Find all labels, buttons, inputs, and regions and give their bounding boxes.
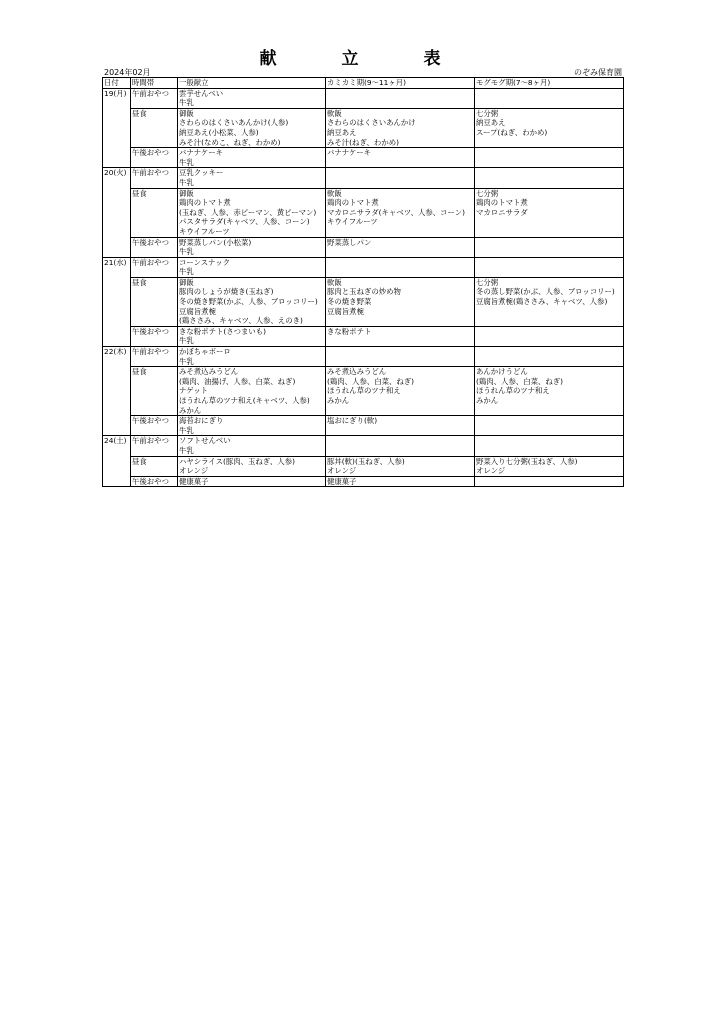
- general-menu-cell: [178, 237, 326, 257]
- menu-item: 七分粥: [476, 277, 499, 287]
- kamikami-menu-cell: [326, 188, 475, 237]
- general-menu-cell: [178, 257, 326, 277]
- menu-item: コーンスナック: [179, 257, 231, 267]
- kamikami-menu-cell: [326, 148, 475, 168]
- menu-item: 七分粥: [476, 188, 499, 198]
- kamikami-menu-cell: [326, 257, 475, 277]
- general-menu-cell: [178, 476, 326, 487]
- menu-item: 軟飯: [327, 188, 342, 198]
- mogumogu-menu-cell: [475, 168, 624, 188]
- mogumogu-menu-cell: [475, 476, 624, 487]
- kamikami-menu-cell: [326, 367, 475, 416]
- time-cell: 昼食: [131, 188, 178, 237]
- table-row: [103, 277, 624, 326]
- menu-item: (鶏肉、油揚げ、人参、白菜、ねぎ): [179, 376, 296, 386]
- menu-item: 豚肉のしょうが焼き(玉ねぎ): [179, 287, 274, 297]
- facility-name: のぞみ保育園: [574, 68, 622, 77]
- time-cell: 午前おやつ: [131, 257, 178, 277]
- menu-item: 豚丼(軟)(玉ねぎ、人参): [327, 456, 405, 466]
- menu-item: 牛乳: [179, 247, 194, 257]
- mogumogu-menu-cell: [475, 367, 624, 416]
- mogumogu-menu-cell: [475, 416, 624, 436]
- general-menu-cell: [178, 277, 326, 326]
- kamikami-menu-cell: [326, 436, 475, 456]
- general-menu-cell: [178, 188, 326, 237]
- menu-item: 御飯: [179, 108, 194, 118]
- menu-item: 冬の蒸し野菜(かぶ、人参、ブロッコリー): [476, 287, 615, 297]
- menu-item: ナゲット: [179, 386, 208, 396]
- time-cell: 午前おやつ: [131, 168, 178, 188]
- kamikami-menu-cell: [326, 326, 475, 346]
- menu-item: バナナケーキ: [327, 148, 372, 158]
- menu-item: 牛乳: [179, 356, 194, 366]
- table-row: [103, 168, 624, 188]
- menu-item: ほうれん草のツナ和え(キャベツ、人参): [179, 396, 310, 405]
- menu-item: 牛乳: [179, 445, 194, 455]
- general-menu-cell: [178, 108, 326, 147]
- kamikami-menu-cell: [326, 88, 475, 108]
- menu-item: ほうれん草のツナ和え: [476, 386, 550, 396]
- menu-item: ほうれん草のツナ和え: [327, 386, 401, 396]
- menu-item: みそ汁(なめこ、ねぎ、わかめ): [179, 137, 281, 147]
- general-menu-cell: [178, 88, 326, 108]
- menu-item: (玉ねぎ、人参、赤ピーマン、黄ピーマン): [179, 207, 317, 217]
- mogumogu-menu-cell: [475, 188, 624, 237]
- table-row: [103, 326, 624, 346]
- menu-item: 雲芋せんべい: [179, 88, 224, 98]
- menu-item: 鶏肉のトマト煮: [327, 198, 379, 208]
- menu-item: 野菜入り七分粥(玉ねぎ、人参): [476, 456, 578, 466]
- header-row: [103, 78, 624, 89]
- kamikami-menu-cell: [326, 347, 475, 367]
- menu-item: 牛乳: [179, 157, 194, 167]
- page-title: 献 立 表: [259, 49, 465, 69]
- date-cell: 19(月): [103, 88, 131, 168]
- menu-item: みそ汁(ねぎ、わかめ): [327, 137, 399, 147]
- menu-item: 豚肉と玉ねぎの炒め物: [327, 287, 401, 297]
- header-date: 日付: [103, 78, 131, 89]
- menu-item: あんかけうどん: [476, 367, 528, 377]
- time-cell: 昼食: [131, 367, 178, 416]
- time-cell: 午後おやつ: [131, 326, 178, 346]
- menu-item: 軟飯: [327, 108, 342, 118]
- header-general: 一般献立: [178, 78, 326, 89]
- menu-item: バナナケーキ: [179, 148, 224, 158]
- menu-item: オレンジ: [179, 466, 209, 476]
- header-mogumogu: モグモグ期(7～8ヶ月): [475, 78, 624, 89]
- time-cell: 午前おやつ: [131, 436, 178, 456]
- menu-item: さわらのはくさいあんかけ: [327, 118, 416, 128]
- table-row: [103, 416, 624, 436]
- menu-item: キウイフルーツ: [327, 217, 378, 227]
- menu-item: 納豆あえ: [327, 127, 357, 137]
- menu-item: 牛乳: [179, 177, 194, 187]
- kamikami-menu-cell: [326, 108, 475, 147]
- table-row: [103, 108, 624, 147]
- time-cell: 午後おやつ: [131, 416, 178, 436]
- kamikami-menu-cell: [326, 476, 475, 487]
- kamikami-menu-cell: [326, 416, 475, 436]
- menu-item: 御飯: [179, 188, 194, 198]
- time-cell: 午前おやつ: [131, 347, 178, 367]
- menu-item: みそ煮込みうどん: [179, 367, 239, 377]
- date-cell: 24(土): [103, 436, 131, 487]
- table-row: [103, 456, 624, 476]
- table-row: [103, 476, 624, 487]
- date-cell: 20(火): [103, 168, 131, 257]
- menu-item: マカロニサラダ(キャベツ、人参、コーン): [327, 207, 466, 217]
- general-menu-cell: [178, 326, 326, 346]
- menu-item: 豆腐旨煮椀: [327, 306, 364, 316]
- menu-item: 納豆あえ(小松菜、人参): [179, 127, 259, 137]
- mogumogu-menu-cell: [475, 456, 624, 476]
- menu-item: 健康菓子: [327, 476, 357, 486]
- menu-item: きな粉ポテト: [327, 326, 372, 336]
- menu-item: みかん: [179, 405, 202, 415]
- table-row: [103, 237, 624, 257]
- date-cell: 22(木): [103, 347, 131, 436]
- menu-item: パスタサラダ(キャベツ、人参、コーン): [179, 217, 310, 227]
- menu-item: 牛乳: [179, 98, 194, 108]
- mogumogu-menu-cell: [475, 347, 624, 367]
- menu-item: さわらのはくさいあんかけ(人参): [179, 118, 289, 128]
- time-cell: 午後おやつ: [131, 148, 178, 168]
- table-row: [103, 188, 624, 237]
- mogumogu-menu-cell: [475, 277, 624, 326]
- menu-item: ソフトせんべい: [179, 436, 231, 446]
- menu-item: 牛乳: [179, 336, 194, 346]
- kamikami-menu-cell: [326, 277, 475, 326]
- kamikami-menu-cell: [326, 456, 475, 476]
- menu-item: キウイフルーツ: [179, 226, 230, 236]
- menu-item: 鶏肉のトマト煮: [476, 198, 528, 208]
- mogumogu-menu-cell: [475, 148, 624, 168]
- time-cell: 午前おやつ: [131, 88, 178, 108]
- menu-item: オレンジ: [327, 466, 357, 476]
- menu-item: マカロニサラダ: [476, 207, 528, 217]
- menu-item: 豆腐旨煮椀: [179, 306, 216, 316]
- time-cell: 昼食: [131, 456, 178, 476]
- menu-item: 野菜蒸しパン(小松菜): [179, 237, 252, 247]
- time-cell: 午後おやつ: [131, 476, 178, 487]
- menu-item: 豆乳クッキー: [179, 168, 224, 178]
- time-cell: 昼食: [131, 108, 178, 147]
- time-cell: 昼食: [131, 277, 178, 326]
- mogumogu-menu-cell: [475, 326, 624, 346]
- menu-item: スープ(ねぎ、わかめ): [476, 127, 548, 137]
- menu-item: 海苔おにぎり: [179, 416, 224, 426]
- kamikami-menu-cell: [326, 237, 475, 257]
- menu-item: 塩おにぎり(軟): [327, 416, 378, 426]
- table-row: [103, 347, 624, 367]
- mogumogu-menu-cell: [475, 108, 624, 147]
- header-time: 時間帯: [131, 78, 178, 89]
- menu-item: 野菜蒸しパン: [327, 237, 372, 247]
- menu-item: (鶏肉、人参、白菜、ねぎ): [476, 376, 564, 386]
- general-menu-cell: [178, 456, 326, 476]
- menu-item: (鶏肉、人参、白菜、ねぎ): [327, 376, 415, 386]
- general-menu-cell: [178, 148, 326, 168]
- table-row: [103, 367, 624, 416]
- menu-table: [102, 77, 624, 487]
- menu-item: (鶏ささみ、キャベツ、人参、えのき): [179, 316, 303, 326]
- menu-item: 御飯: [179, 277, 194, 287]
- table-row: [103, 436, 624, 456]
- menu-item: 牛乳: [179, 425, 194, 435]
- general-menu-cell: [178, 416, 326, 436]
- menu-item: 冬の焼き野菜(かぶ、人参、ブロッコリー): [179, 297, 318, 307]
- menu-item: きな粉ポテト(さつまいも): [179, 326, 267, 336]
- menu-item: かぼちゃボーロ: [179, 347, 231, 357]
- menu-item: みかん: [327, 396, 350, 405]
- menu-item: 納豆あえ: [476, 118, 506, 128]
- mogumogu-menu-cell: [475, 436, 624, 456]
- menu-item: 軟飯: [327, 277, 342, 287]
- menu-item: 豆腐旨煮椀(鶏ささみ、キャベツ、人参): [476, 297, 608, 307]
- menu-item: 七分粥: [476, 108, 499, 118]
- table-row: [103, 88, 624, 108]
- mogumogu-menu-cell: [475, 237, 624, 257]
- menu-item: みそ煮込みうどん: [327, 367, 387, 377]
- table-row: [103, 257, 624, 277]
- general-menu-cell: [178, 367, 326, 416]
- header-kamikami: カミカミ期(9～11ヶ月): [326, 78, 475, 89]
- date-cell: 21(水): [103, 257, 131, 346]
- table-row: [103, 148, 624, 168]
- mogumogu-menu-cell: [475, 88, 624, 108]
- menu-item: 冬の焼き野菜: [327, 297, 372, 307]
- kamikami-menu-cell: [326, 168, 475, 188]
- menu-body: [103, 88, 624, 487]
- mogumogu-menu-cell: [475, 257, 624, 277]
- time-cell: 午後おやつ: [131, 237, 178, 257]
- month-label: 2024年02月: [104, 68, 151, 77]
- menu-item: ハヤシライス(豚肉、玉ねぎ、人参): [179, 456, 295, 466]
- menu-item: 健康菓子: [179, 476, 209, 486]
- menu-item: オレンジ: [476, 466, 506, 476]
- menu-item: 鶏肉のトマト煮: [179, 198, 231, 208]
- general-menu-cell: [178, 168, 326, 188]
- menu-item: 牛乳: [179, 267, 194, 277]
- general-menu-cell: [178, 436, 326, 456]
- general-menu-cell: [178, 347, 326, 367]
- menu-item: みかん: [476, 396, 499, 405]
